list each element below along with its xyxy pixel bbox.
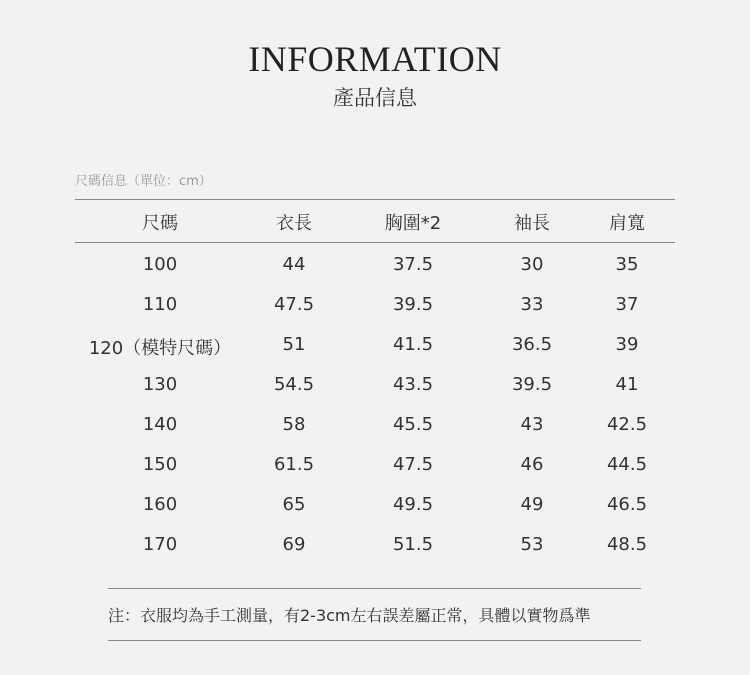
table-cell-chest: 37.5 xyxy=(392,254,434,275)
note-bottom-rule xyxy=(108,640,641,641)
table-cell-chest: 41.5 xyxy=(392,334,434,355)
table-cell-chest: 47.5 xyxy=(392,454,434,475)
table-cell-shoulder: 35 xyxy=(615,254,639,275)
column-header-shoulder: 肩寬 xyxy=(609,213,645,234)
table-cell-sleeve: 53 xyxy=(520,534,544,555)
table-cell-chest: 43.5 xyxy=(392,374,434,395)
table-cell-chest: 45.5 xyxy=(392,414,434,435)
table-cell-size: 120（模特尺碼） xyxy=(88,338,232,359)
table-cell-chest: 39.5 xyxy=(392,294,434,315)
table-cell-shoulder: 46.5 xyxy=(606,494,648,515)
table-cell-shoulder: 37 xyxy=(615,294,639,315)
table-cell-sleeve: 43 xyxy=(520,414,544,435)
table-cell-chest: 51.5 xyxy=(392,534,434,555)
table-cell-chest: 49.5 xyxy=(392,494,434,515)
table-cell-length: 65 xyxy=(282,494,306,515)
note-top-rule xyxy=(108,588,641,589)
table-cell-size: 100 xyxy=(142,254,178,275)
footer-note: 注：衣服均為手工測量，有2-3cm左右誤差屬正常，具體以實物爲準 xyxy=(108,606,591,625)
table-caption: 尺碼信息（單位：cm） xyxy=(75,174,212,189)
column-header-length: 衣長 xyxy=(276,213,312,234)
table-cell-size: 130 xyxy=(142,374,178,395)
table-cell-sleeve: 49 xyxy=(520,494,544,515)
table-cell-length: 47.5 xyxy=(273,294,315,315)
table-cell-size: 160 xyxy=(142,494,178,515)
table-cell-length: 54.5 xyxy=(273,374,315,395)
table-cell-shoulder: 41 xyxy=(615,374,639,395)
table-header-rule xyxy=(75,242,675,243)
table-cell-length: 44 xyxy=(282,254,306,275)
table-cell-length: 58 xyxy=(282,414,306,435)
table-cell-length: 69 xyxy=(282,534,306,555)
table-top-rule xyxy=(75,199,675,200)
page-title: INFORMATION xyxy=(248,39,502,79)
table-cell-sleeve: 30 xyxy=(520,254,544,275)
table-cell-shoulder: 48.5 xyxy=(606,534,648,555)
table-cell-shoulder: 44.5 xyxy=(606,454,648,475)
table-cell-shoulder: 39 xyxy=(615,334,639,355)
table-cell-sleeve: 39.5 xyxy=(511,374,553,395)
table-cell-shoulder: 42.5 xyxy=(606,414,648,435)
column-header-chest: 胸圍*2 xyxy=(384,213,442,234)
table-cell-size: 140 xyxy=(142,414,178,435)
table-cell-length: 51 xyxy=(282,334,306,355)
table-cell-sleeve: 46 xyxy=(520,454,544,475)
column-header-sleeve: 袖長 xyxy=(514,213,550,234)
table-cell-size: 170 xyxy=(142,534,178,555)
table-cell-size: 150 xyxy=(142,454,178,475)
table-cell-length: 61.5 xyxy=(273,454,315,475)
column-header-size: 尺碼 xyxy=(142,213,178,234)
table-cell-sleeve: 36.5 xyxy=(511,334,553,355)
table-cell-size: 110 xyxy=(142,294,178,315)
page-subtitle: 產品信息 xyxy=(333,86,417,110)
table-cell-sleeve: 33 xyxy=(520,294,544,315)
